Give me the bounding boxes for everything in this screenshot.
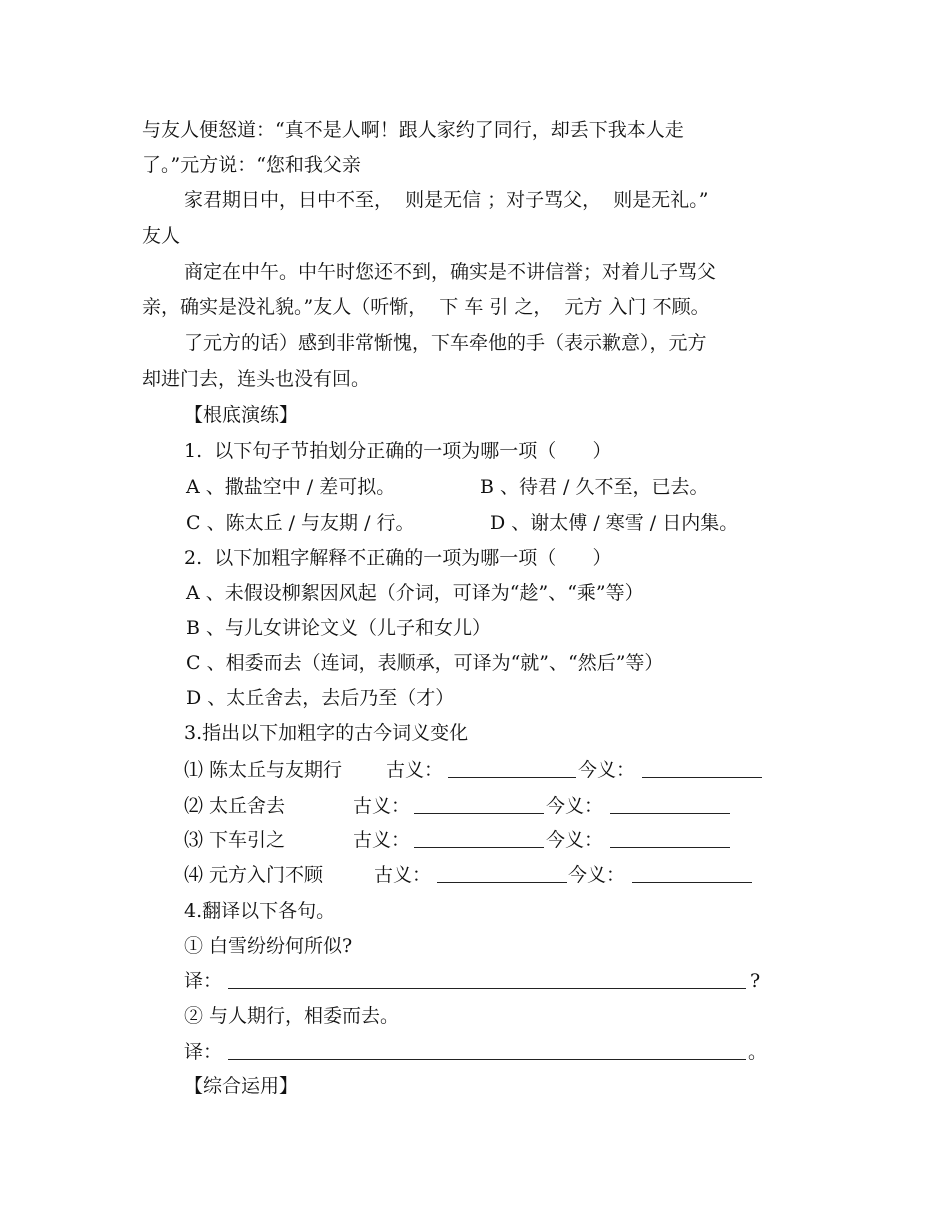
translation-blank-1[interactable] [228, 968, 746, 989]
jin-label: 今义： [578, 759, 636, 781]
section-heading-basic: 【根底演练】 [184, 404, 299, 426]
jin-label: 今义： [568, 864, 626, 886]
passage-line: 却进门去，连头也没有回。 [142, 368, 371, 390]
option-b: B 、待君 / 久不至，已去。 [480, 476, 709, 498]
translation-blank-2[interactable] [228, 1039, 746, 1060]
question-stem: 1. 以下句子节拍划分正确的一项为哪一项（ ） [184, 440, 612, 462]
option-d: D 、谢太傅 / 寒雪 / 日内集。 [490, 512, 739, 534]
gu-label: 古义： [353, 795, 411, 817]
answer-blank-gu[interactable] [437, 862, 567, 883]
gu-label: 古义： [374, 864, 432, 886]
passage-line: 友人 [142, 225, 181, 247]
gu-label: 古义： [386, 759, 444, 781]
q3-item: ⑶ 下车引之 [184, 829, 286, 851]
option-b: B 、与儿女讲论文义（儿子和女儿） [186, 617, 492, 639]
translate-label: 译： [184, 1041, 223, 1063]
question-stem: 4.翻译以下各句。 [184, 900, 336, 922]
answer-blank-gu[interactable] [414, 827, 544, 848]
answer-blank-jin[interactable] [632, 862, 752, 883]
q3-item: ⑴ 陈太丘与友期行 [184, 759, 343, 781]
passage-line: 与友人便怒道：“真不是人啊！跟人家约了同行，却丢下我本人走 [142, 119, 684, 141]
option-d: D 、太丘舍去，去后乃至（才） [186, 687, 455, 709]
passage-line: 了。”元方说：“您和我父亲 [142, 154, 361, 176]
q3-item: ⑷ 元方入门不顾 [184, 864, 324, 886]
answer-blank-jin[interactable] [642, 757, 762, 778]
passage-line: 亲，确实是没礼貌。”友人（听惭， 下 车 引 之， 元方 入门 不顾。 [142, 296, 710, 318]
jin-label: 今义： [546, 829, 604, 851]
option-c: C 、陈太丘 / 与友期 / 行。 [186, 512, 415, 534]
q3-item: ⑵ 太丘舍去 [184, 795, 286, 817]
translate-sentence-1: ① 白雪纷纷何所似? [184, 935, 353, 957]
answer-blank-gu[interactable] [448, 757, 576, 778]
section-heading-comprehensive: 【综合运用】 [184, 1075, 299, 1097]
passage-line: 家君期日中，日中不至， 则是无信 ；对子骂父， 则是无礼。” [184, 189, 709, 211]
translate-sentence-2: ② 与人期行，相委而去。 [184, 1005, 400, 1027]
gu-label: 古义： [353, 829, 411, 851]
answer-blank-jin[interactable] [610, 793, 730, 814]
option-c: C 、相委而去（连词，表顺承，可译为“就”、“然后”等） [186, 652, 664, 674]
jin-label: 今义： [546, 795, 604, 817]
question-stem: 3.指出以下加粗字的古今词义变化 [184, 722, 469, 744]
passage-line: 了元方的话）感到非常惭愧，下车牵他的手（表示歉意），元方 [184, 332, 707, 354]
translate-label: 译： [184, 970, 223, 992]
option-a: A 、未假设柳絮因风起（介词，可译为“趁”、“乘”等） [186, 582, 644, 604]
passage-line: 商定在中午。中午时您还不到，确实是不讲信誉；对着儿子骂父 [184, 261, 717, 283]
answer-blank-jin[interactable] [610, 827, 730, 848]
sentence-end-mark: 。 [748, 1041, 768, 1063]
question-stem: 2. 以下加粗字解释不正确的一项为哪一项（ ） [184, 547, 612, 569]
answer-blank-gu[interactable] [414, 793, 544, 814]
option-a: A 、撒盐空中 / 差可拟。 [186, 476, 396, 498]
sentence-end-mark: ? [750, 970, 761, 992]
